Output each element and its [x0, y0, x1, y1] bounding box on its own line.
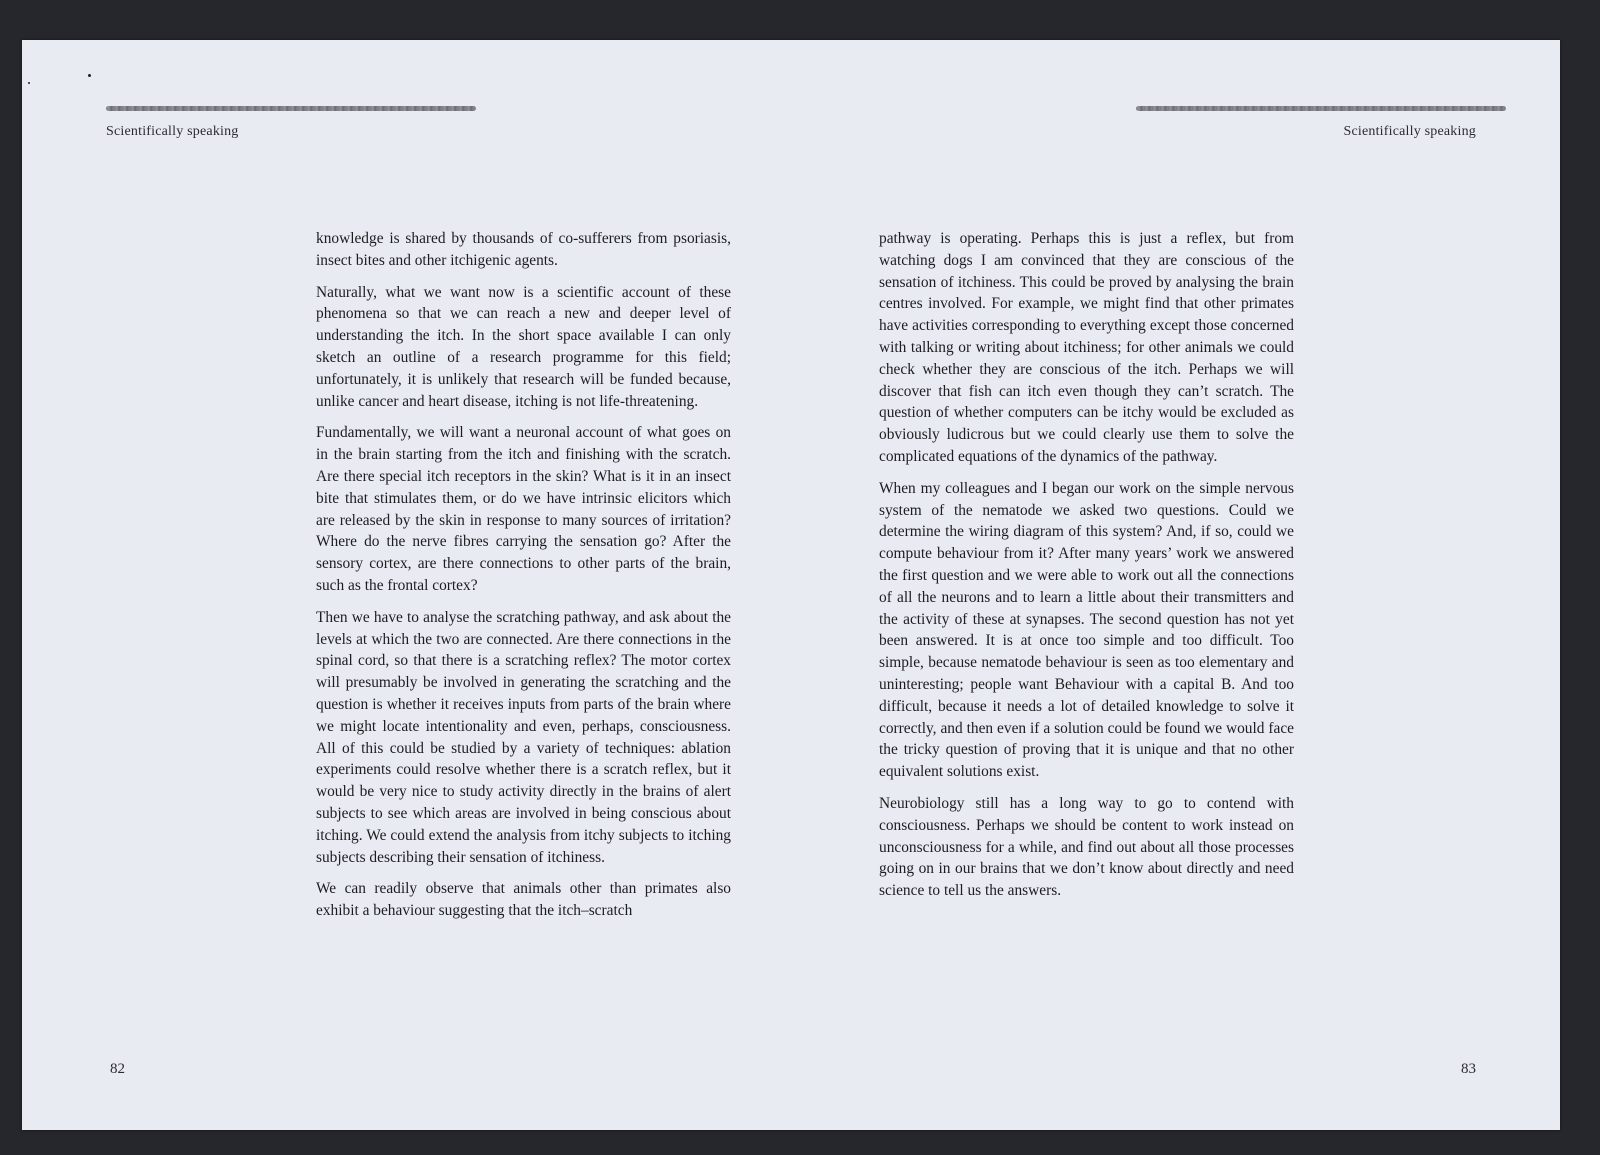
paragraph: Naturally, what we want now is a scientific account of these phenomena so that we can reach a new and deeper level of understanding the itch. In the short space available I can only sketch an outline of a research programme for this field; unfortunately, it is unlikely that research will be funded because, unlike cancer and heart disease, itching is not life-threatening.	[316, 283, 731, 410]
running-head: Scientifically speaking	[106, 124, 239, 139]
page-number: 82	[110, 1061, 125, 1077]
paragraph: We can readily observe that animals other than primates also exhibit a behaviour suggesting that the itch–scratch	[316, 880, 731, 920]
header-rule	[106, 106, 476, 111]
paragraph: pathway is operating. Perhaps this is just a reflex, but from watching dogs I am convinced that they are conscious of the sensation of itchiness. This could be proved by analysing the brain centres involved. For example, we might find that other primates have activities corresponding to everything except those concerned with talking or writing about itchiness; for other animals we could check whether they are conscious of the itch. Perhaps we will discover that fish can itch even though they can’t scratch. The question of whether computers can be itchy would be excluded as obviously ludicrous but we could clearly use them to solve the complicated equations of the dynamics of the pathway.	[879, 230, 1294, 465]
paragraph: Fundamentally, we will want a neuronal account of what goes on in the brain starting from the itch and finishing with the scratch. Are there special itch receptors in the skin? What is it in an insect bite that stimulates them, or do we have intrinsic elicitors which are released by the skin in response to many sources of irritation? Where do the nerve fibres carrying the sensation go? After the sensory cortex, are there connections to other parts of the brain, such as the frontal cortex?	[316, 424, 731, 594]
book-spread	[22, 40, 1560, 1130]
paragraph: knowledge is shared by thousands of co-sufferers from psoriasis, insect bites and other itchigenic agents.	[316, 230, 731, 269]
paragraph: Neurobiology still has a long way to go to contend with consciousness. Perhaps we should be content to work instead on unconsciousness for a while, and find out about all those processes going on in our brains that we don’t know about directly and need science to tell us the answers.	[879, 794, 1294, 900]
text-column	[316, 228, 731, 932]
left-page	[22, 40, 791, 1130]
paragraph: When my colleagues and I began our work on the simple nervous system of the nematode we asked two questions. Could we determine the wiring diagram of this system? And, if so, could we compute behaviour from it? After many years’ work we answered the first question and we were able to work out all the connections of all the neurons and to learn a little about their transmitters and the activity of these at synapses. The second question has not yet been answered. It is at once too simple and too difficult. Too simple, because nematode behaviour is seen as too elementary and uninteresting; people want Behaviour with a capital B. And too difficult, because it needs a lot of detailed knowledge to solve it correctly, and then even if a solution could be found we would face the tricky question of proving that it is unique and that no other equivalent solutions exist.	[879, 479, 1294, 781]
page-number: 83	[1461, 1061, 1476, 1077]
paragraph: Then we have to analyse the scratching pathway, and ask about the levels at which the two are connected. Are there connections in the spinal cord, so that there is a scratching reflex? The motor cortex will presumably be involved in generating the scratching and the question is whether it receives inputs from parts of the brain where we might locate intentionality and even, perhaps, consciousness. All of this could be studied by a variety of techniques: ablation experiments could resolve whether there is a scratch reflex, but it would be very nice to study activity directly in the brains of alert subjects to see which areas are involved in being conscious about itching. We could extend the analysis from itchy subjects to itching subjects describing their sensation of itchiness.	[316, 608, 731, 866]
header-rule	[1136, 106, 1506, 111]
running-head: Scientifically speaking	[1343, 124, 1476, 139]
text-column	[879, 228, 1294, 912]
right-page	[791, 40, 1560, 1130]
